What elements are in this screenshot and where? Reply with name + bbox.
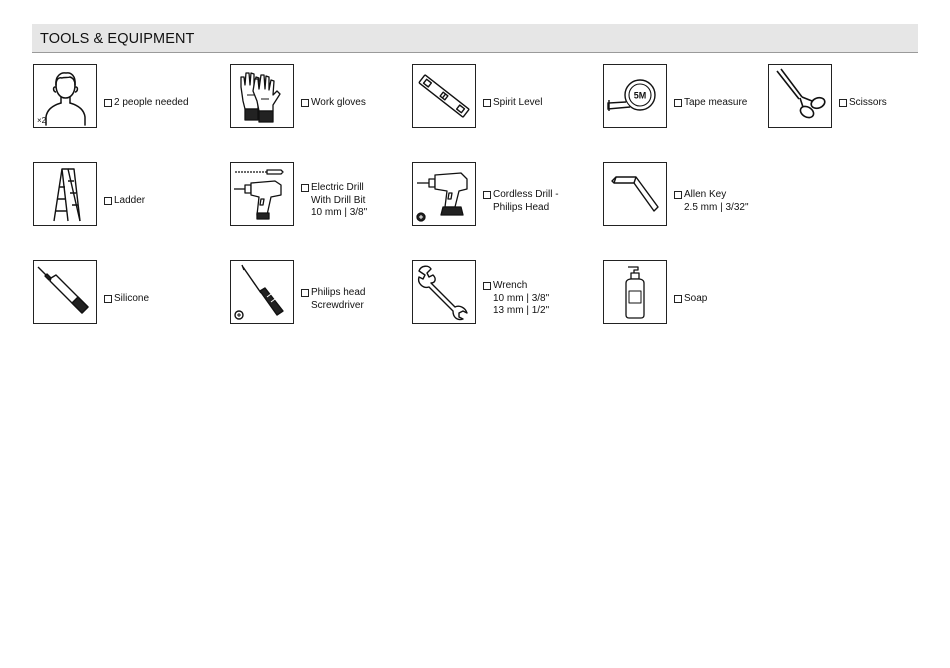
tool-item-allen [603, 162, 773, 226]
tool-item-drill [230, 162, 400, 226]
tool-label-cordless: Cordless Drill - Philips Head [493, 189, 559, 213]
tool-label-soap: Soap [684, 293, 708, 304]
checkbox-wrench[interactable] [483, 282, 491, 290]
tape-measure-icon [603, 64, 667, 128]
tool-item-tape [603, 64, 758, 128]
checkbox-screwdriver[interactable] [301, 289, 309, 297]
checkbox-scissors[interactable] [839, 99, 847, 107]
tool-item-scissors [768, 64, 918, 128]
tool-item-gloves [230, 64, 400, 128]
checkbox-allen[interactable] [674, 191, 682, 199]
checkbox-silicone[interactable] [104, 295, 112, 303]
tool-label-gloves: Work gloves [311, 97, 366, 108]
tool-label-level: Spirit Level [493, 97, 543, 108]
tool-label-drill: Electric Drill With Drill Bit 10 mm | 3/8" [311, 182, 368, 218]
screwdriver-icon [230, 260, 294, 324]
tool-item-level [412, 64, 582, 128]
checkbox-people[interactable] [104, 99, 112, 107]
checkbox-gloves[interactable] [301, 99, 309, 107]
person-icon [33, 64, 97, 128]
tool-item-wrench [412, 260, 582, 324]
tool-item-cordless [412, 162, 582, 226]
checkbox-cordless[interactable] [483, 191, 491, 199]
tool-item-soap [603, 260, 758, 324]
tape-icon-text: 5M [633, 90, 647, 101]
tool-label-allen: Allen Key 2.5 mm | 3/32" [684, 189, 749, 213]
electric-drill-icon [230, 162, 294, 226]
gloves-icon [230, 64, 294, 128]
section-header [32, 24, 918, 53]
quantity-badge: ×2 [37, 116, 47, 125]
spirit-level-icon [412, 64, 476, 128]
soap-bottle-icon [603, 260, 667, 324]
scissors-icon [768, 64, 832, 128]
tool-item-ladder [33, 162, 213, 226]
tool-label-tape: Tape measure [684, 97, 748, 108]
silicone-gun-icon [33, 260, 97, 324]
tool-item-screwdriver [230, 260, 400, 324]
allen-key-icon [603, 162, 667, 226]
tool-label-wrench: Wrench 10 mm | 3/8" 13 mm | 1/2" [493, 280, 550, 316]
checkbox-level[interactable] [483, 99, 491, 107]
checkbox-tape[interactable] [674, 99, 682, 107]
tool-item-people [33, 64, 213, 128]
section-title: TOOLS & EQUIPMENT [40, 31, 195, 47]
tool-label-people: 2 people needed [114, 97, 189, 108]
checkbox-soap[interactable] [674, 295, 682, 303]
wrench-icon [412, 260, 476, 324]
tool-label-scissors: Scissors [849, 97, 887, 108]
tool-label-ladder: Ladder [114, 195, 146, 206]
ladder-icon [33, 162, 97, 226]
checkbox-drill[interactable] [301, 184, 309, 192]
tool-label-screwdriver: Philips head Screwdriver [311, 287, 366, 311]
checkbox-ladder[interactable] [104, 197, 112, 205]
tool-item-silicone [33, 260, 213, 324]
tool-label-silicone: Silicone [114, 293, 150, 304]
cordless-drill-icon [412, 162, 476, 226]
